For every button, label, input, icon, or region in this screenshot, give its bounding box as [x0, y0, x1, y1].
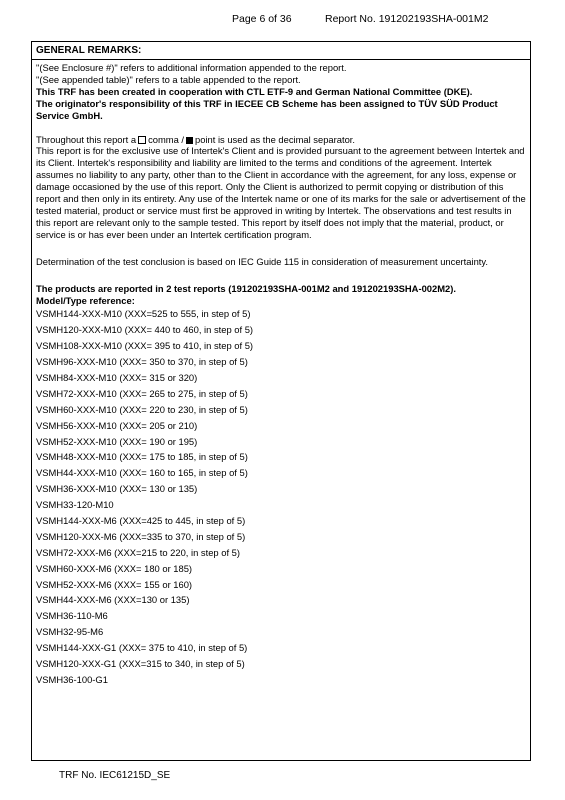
unchecked-box-icon	[138, 136, 146, 144]
model-list-item: VSMH52-XXX-M10 (XXX= 190 or 195)	[36, 435, 198, 447]
model-list-item: VSMH144-XXX-M6 (XXX=425 to 445, in step of 5)	[36, 514, 246, 526]
appended-table-note: "(See appended table)" refers to a table appended to the report.	[36, 73, 301, 85]
decimal-separator-note	[36, 134, 526, 146]
originator-note: The originator's responsibility of this TRF in IECEE CB Scheme has been assigned to TÜV SÜD Product Service GmbH.	[36, 97, 498, 121]
model-list-item: VSMH120-XXX-M10 (XXX= 440 to 460, in step of 5)	[36, 324, 254, 336]
decimal-point-label: point is used as the decimal separator.	[195, 133, 356, 145]
model-list	[36, 306, 526, 687]
page-number: Page 6 of 36	[232, 13, 292, 25]
model-list-item: VSMH32-95-M6	[36, 626, 104, 638]
model-list-item: VSMH144-XXX-M10 (XXX=525 to 555, in step of 5)	[36, 308, 251, 320]
conclusion-note: Determination of the test conclusion is based on IEC Guide 115 in consideration of measurement uncertainty.	[36, 255, 488, 267]
model-list-item: VSMH108-XXX-M10 (XXX= 395 to 410, in step of 5)	[36, 340, 254, 352]
model-list-item: VSMH60-XXX-M6 (XXX= 180 or 185)	[36, 562, 193, 574]
model-list-item: VSMH44-XXX-M6 (XXX=130 or 135)	[36, 594, 190, 606]
checked-box-icon	[186, 137, 193, 144]
model-list-item: VSMH48-XXX-M10 (XXX= 175 to 185, in step of 5)	[36, 451, 248, 463]
model-list-item: VSMH56-XXX-M10 (XXX= 205 or 210)	[36, 419, 198, 431]
model-list-item: VSMH44-XXX-M10 (XXX= 160 to 165, in step of 5)	[36, 467, 248, 479]
model-list-item: VSMH33-120-M10	[36, 499, 114, 511]
model-list-item: VSMH72-XXX-M6 (XXX=215 to 220, in step of 5)	[36, 546, 241, 558]
model-reference-label: Model/Type reference:	[36, 294, 135, 306]
model-list-item: VSMH36-XXX-M10 (XXX= 130 or 135)	[36, 483, 198, 495]
model-list-item: VSMH72-XXX-M10 (XXX= 265 to 275, in step of 5)	[36, 387, 248, 399]
report-number: Report No. 191202193SHA-001M2	[325, 13, 489, 25]
section-title: GENERAL REMARKS:	[32, 42, 530, 60]
model-list-item: VSMH52-XXX-M6 (XXX= 155 or 160)	[36, 578, 193, 590]
trf-number-footer: TRF No. IEC61215D_SE	[59, 770, 171, 781]
model-list-item: VSMH36-110-M6	[36, 610, 108, 622]
model-list-item: VSMH120-XXX-M6 (XXX=335 to 370, in step of 5)	[36, 530, 246, 542]
page-header	[0, 13, 565, 27]
model-list-item: VSMH60-XXX-M10 (XXX= 220 to 230, in step of 5)	[36, 403, 248, 415]
model-list-item: VSMH144-XXX-G1 (XXX= 375 to 410, in step of 5)	[36, 642, 248, 654]
model-list-item: VSMH84-XXX-M10 (XXX= 315 or 320)	[36, 371, 198, 383]
general-remarks-box	[31, 41, 531, 761]
products-reported-note: The products are reported in 2 test reports (191202193SHA-001M2 and 191202193SHA-002M2).	[36, 282, 456, 294]
decimal-prefix: Throughout this report a	[36, 133, 137, 145]
trf-cooperation-note: This TRF has been created in cooperation with CTL ETF-9 and German National Committee (DKE).	[36, 85, 473, 97]
decimal-comma-label: comma /	[148, 133, 185, 145]
model-list-item: VSMH36-100-G1	[36, 673, 108, 685]
remarks-content	[32, 60, 530, 688]
model-list-item: VSMH96-XXX-M10 (XXX= 350 to 370, in step of 5)	[36, 356, 248, 368]
model-list-item: VSMH120-XXX-G1 (XXX=315 to 340, in step of 5)	[36, 658, 245, 669]
enclosure-note: "(See Enclosure #)" refers to additional information appended to the report.	[36, 62, 347, 73]
disclaimer-text: This report is for the exclusive use of Intertek's Client and is provided pursuant to the agreement between Intertek and its Client. Intertek's responsibility and liability are limited to the terms and conditions of the agreement. Intertek assumes no liability to any party, other than to the Client in accordance with the agreement, for any loss, expense or damage occasioned by the use of this report. Only the Client is authorized to permit copying or distribution of this report and then only in its entirety. Any use of the Intertek name or one of its marks for the sale or advertisement of the tested material, product or service must first be approved in writing by Intertek. The observations and test results in this report are relevant only to the sample tested. This report by itself does not imply that the material, product, or service is or has ever been under an Intertek certification program.	[36, 145, 526, 240]
